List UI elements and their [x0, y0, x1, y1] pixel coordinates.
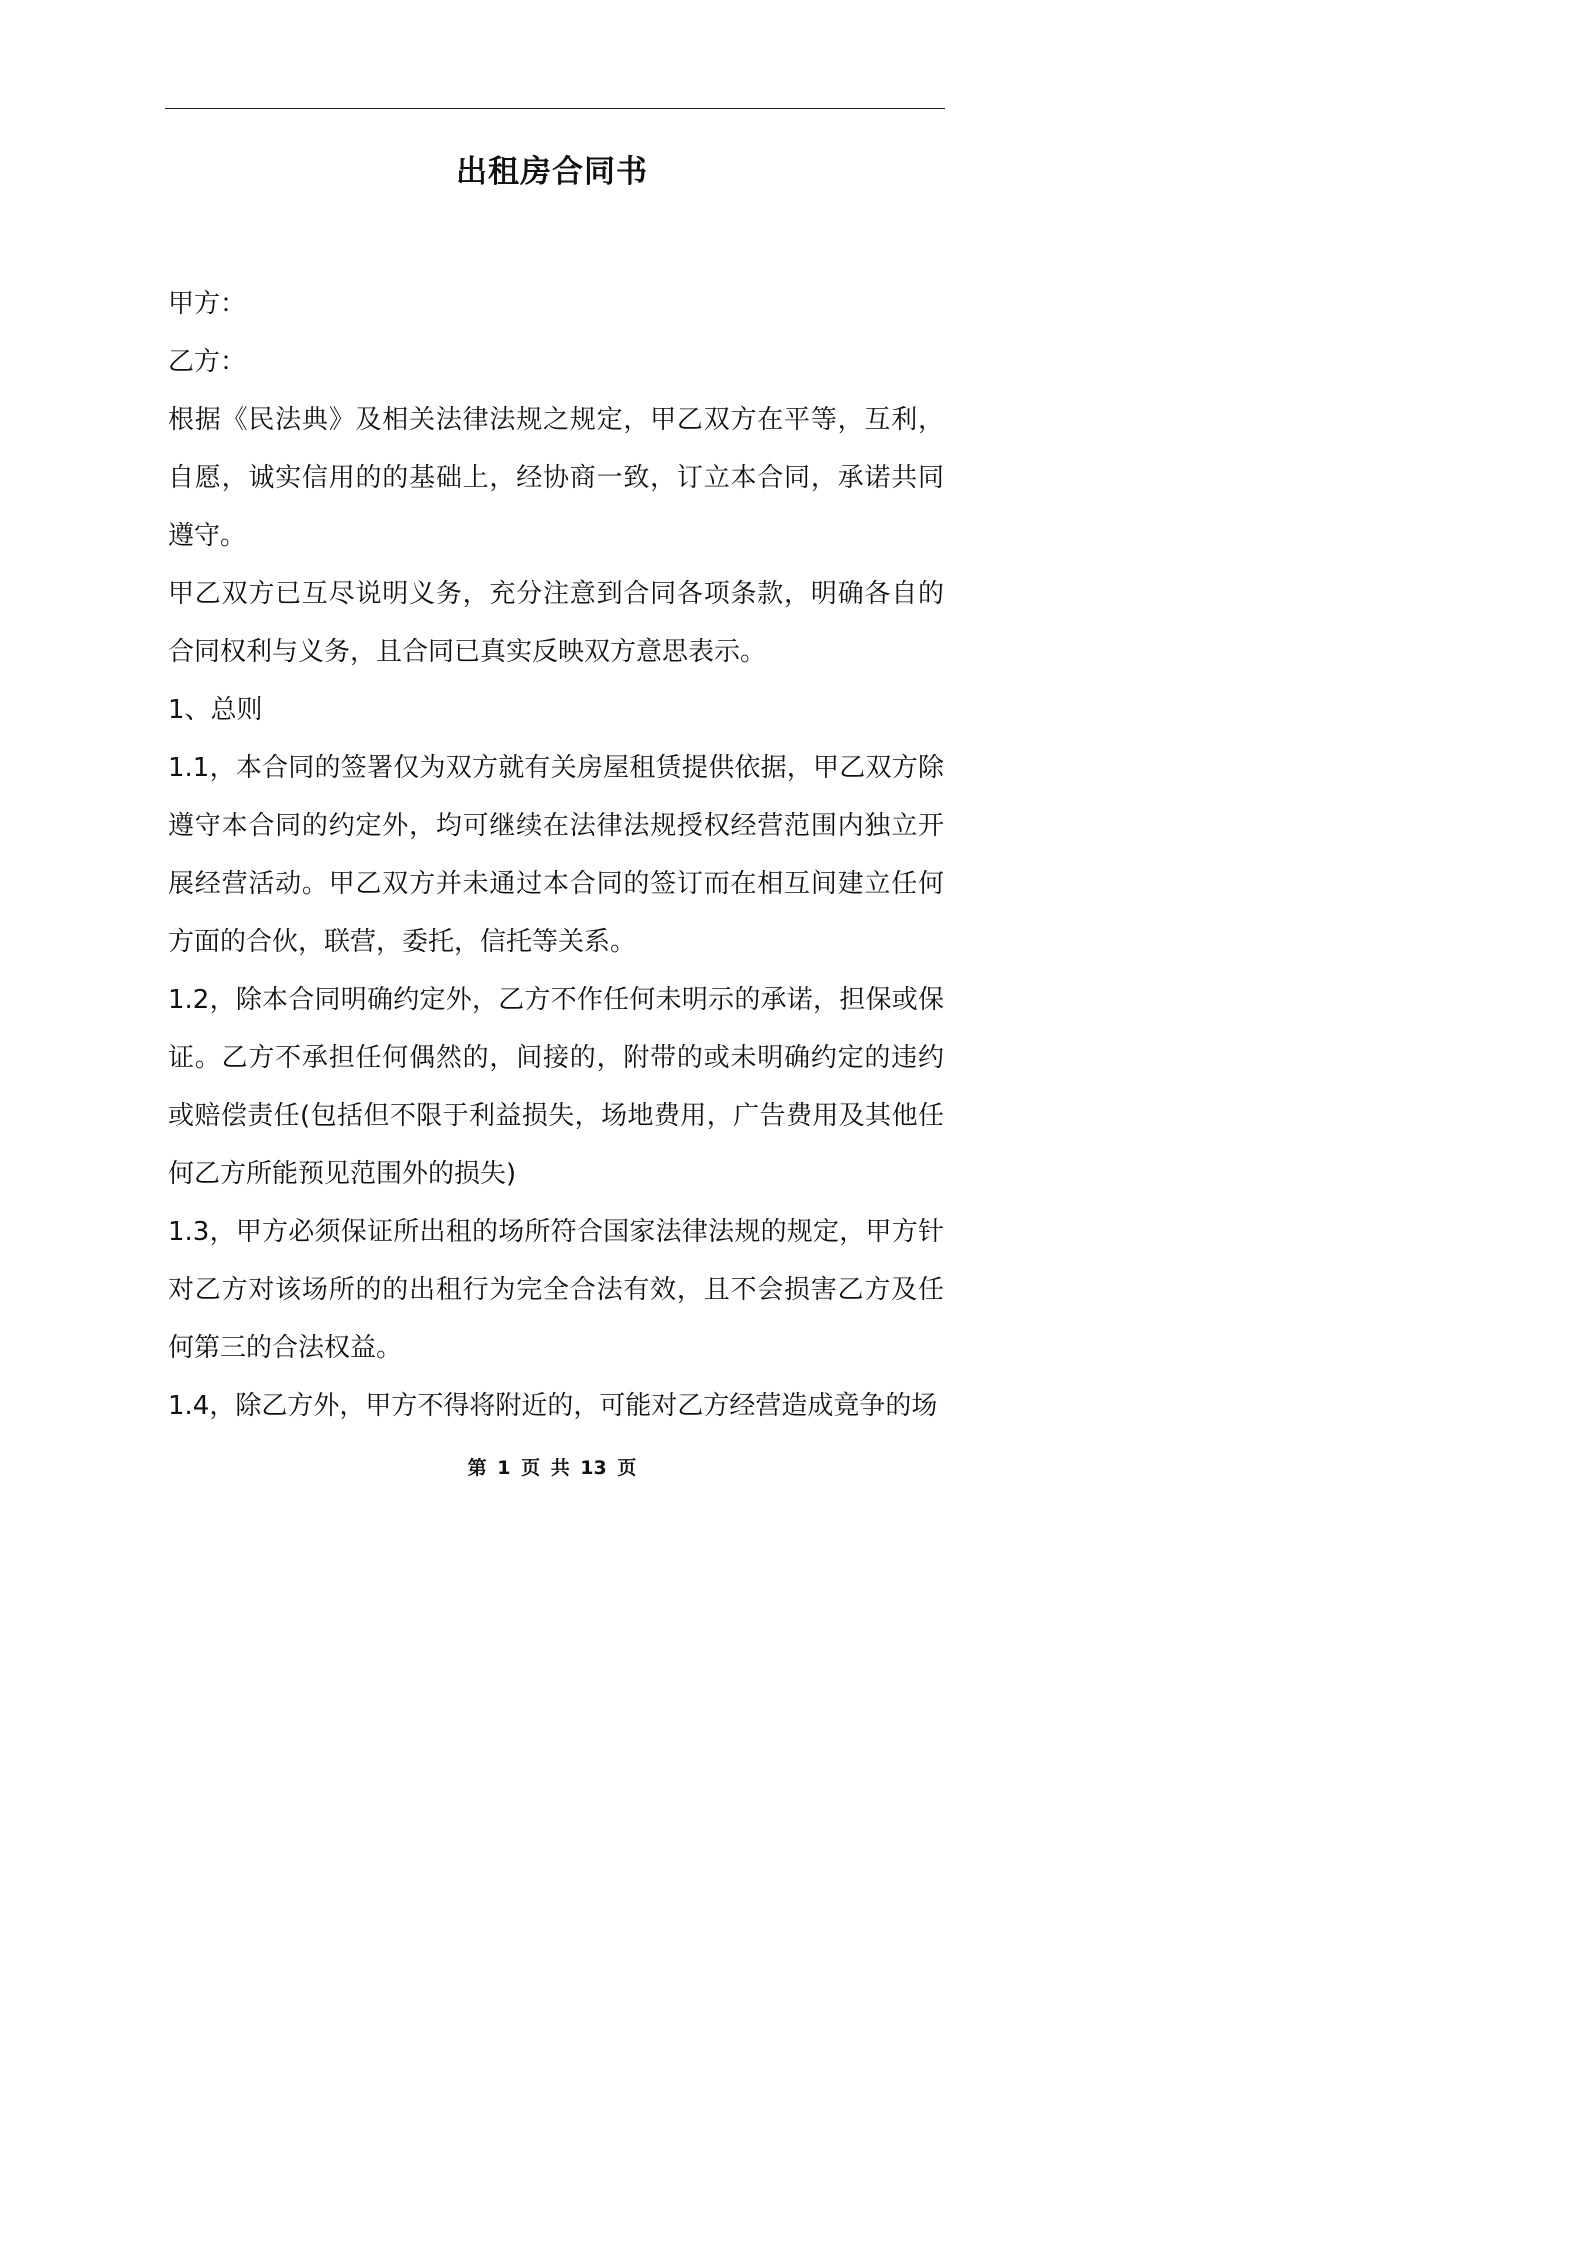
clause-1-3: 1.3，甲方必须保证所出租的场所符合国家法律法规的规定，甲方针对乙方对该场所的的出租行为完全合法有效，且不会损害乙方及任何第三的合法权益。 [168, 1217, 944, 1363]
party-a-label: 甲方： [168, 289, 247, 319]
section-heading-general: 1、总则 [168, 695, 263, 725]
clause-1-2: 1.2，除本合同明确约定外，乙方不作任何未明示的承诺，担保或保证。乙方不承担任何偶然的，间接的，附带的或未明确约定的违约或赔偿责任(包括但不限于利益损失，场地费用，广告费用及其他任何乙方所能预见范围外的损失) [168, 985, 944, 1189]
document-title: 出租房合同书 [456, 154, 648, 190]
page-number-footer: 第 1 页 共 13 页 [467, 1457, 637, 1479]
header-rule [165, 108, 945, 109]
paragraph-preamble: 根据《民法典》及相关法律法规之规定，甲乙双方在平等，互利，自愿，诚实信用的的基础上，经协商一致，订立本合同，承诺共同遵守。 [168, 405, 944, 551]
party-b-label: 乙方： [168, 347, 247, 377]
document-page [0, 0, 1104, 1562]
paragraph-mutual-explanation: 甲乙双方已互尽说明义务，充分注意到合同各项条款，明确各自的合同权利与义务，且合同已真实反映双方意思表示。 [168, 579, 944, 667]
clause-1-1: 1.1，本合同的签署仅为双方就有关房屋租赁提供依据，甲乙双方除遵守本合同的约定外，均可继续在法律法规授权经营范围内独立开展经营活动。甲乙双方并未通过本合同的签订而在相互间建立任何方面的合伙，联营，委托，信托等关系。 [168, 753, 944, 957]
clause-1-4: 1.4，除乙方外，甲方不得将附近的，可能对乙方经营造成竟争的场 [168, 1391, 938, 1421]
document-body [168, 275, 944, 1435]
